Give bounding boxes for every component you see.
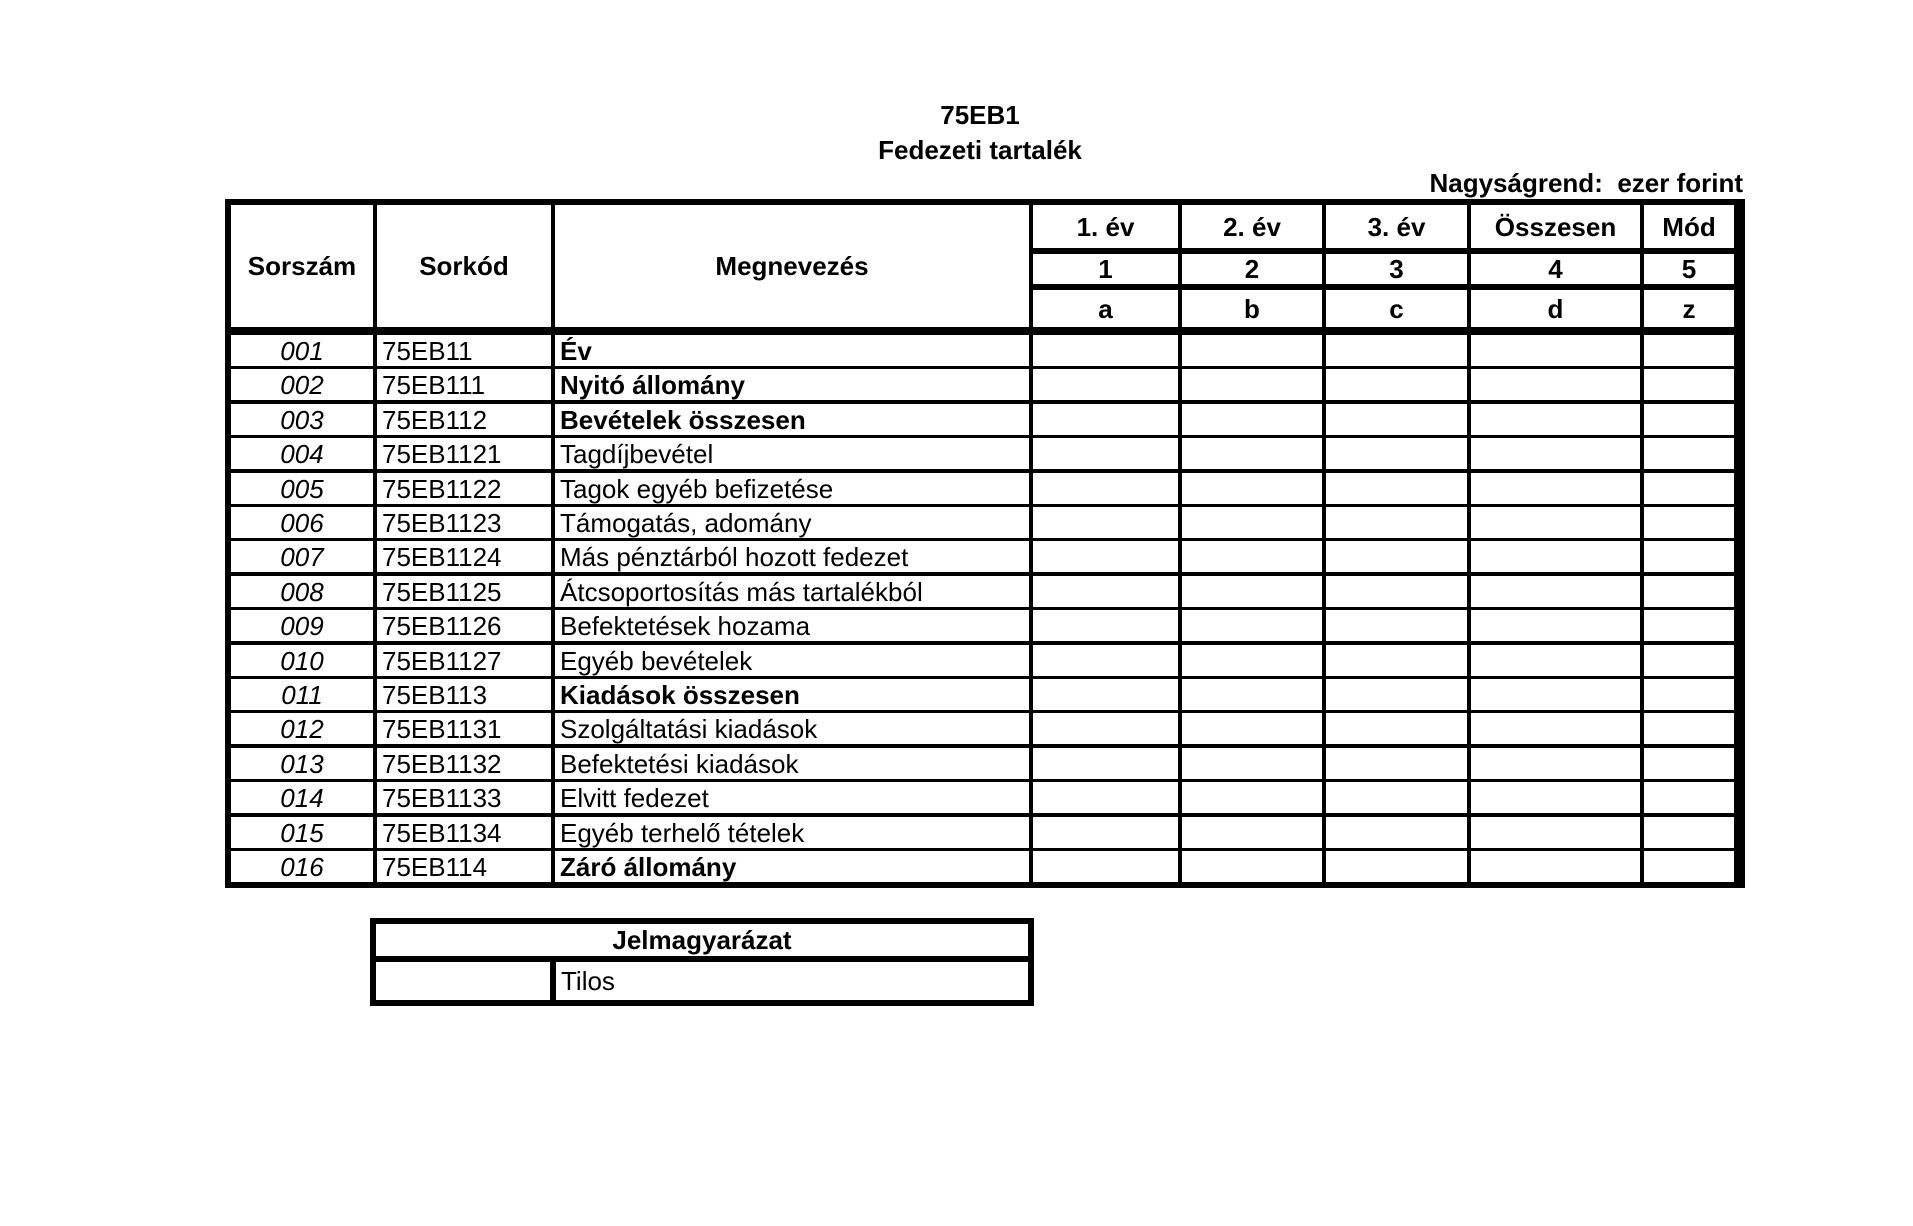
row-megnevezes: Bevételek összesen bbox=[555, 404, 1029, 435]
row-sorszam: 008 bbox=[231, 576, 373, 607]
row-value-cell[interactable] bbox=[1644, 404, 1734, 435]
row-sorszam: 011 bbox=[231, 679, 373, 710]
header-col-label: 2. év bbox=[1182, 205, 1322, 248]
row-sorszam: 003 bbox=[231, 404, 373, 435]
row-value-cell[interactable] bbox=[1471, 645, 1640, 676]
row-value-cell[interactable] bbox=[1182, 404, 1322, 435]
header-col-number: 2 bbox=[1182, 254, 1322, 284]
row-value-cell[interactable] bbox=[1326, 817, 1467, 848]
row-value-cell[interactable] bbox=[1033, 748, 1178, 779]
row-sorkod: 75EB1127 bbox=[377, 645, 551, 676]
row-value-cell[interactable] bbox=[1326, 438, 1467, 469]
row-sorkod: 75EB1134 bbox=[377, 817, 551, 848]
header-sorkod: Sorkód bbox=[377, 205, 551, 327]
row-sorszam: 006 bbox=[231, 507, 373, 538]
legend-table bbox=[370, 918, 1034, 1006]
header-col-letter: a bbox=[1033, 290, 1178, 327]
row-value-cell[interactable] bbox=[1033, 438, 1178, 469]
row-value-cell[interactable] bbox=[1182, 610, 1322, 641]
header-megnevezes: Megnevezés bbox=[555, 205, 1029, 327]
row-value-cell[interactable] bbox=[1182, 576, 1322, 607]
row-value-cell[interactable] bbox=[1644, 748, 1734, 779]
header-col-letter: z bbox=[1644, 290, 1734, 327]
row-sorkod: 75EB1123 bbox=[377, 507, 551, 538]
row-value-cell[interactable] bbox=[1644, 473, 1734, 504]
row-sorkod: 75EB113 bbox=[377, 679, 551, 710]
legend-entry: Tilos bbox=[556, 962, 1028, 1000]
row-value-cell[interactable] bbox=[1182, 782, 1322, 813]
row-value-cell[interactable] bbox=[1326, 713, 1467, 744]
row-sorszam: 013 bbox=[231, 748, 373, 779]
row-value-cell[interactable] bbox=[1326, 576, 1467, 607]
row-value-cell[interactable] bbox=[1326, 335, 1467, 366]
row-value-cell[interactable] bbox=[1182, 473, 1322, 504]
header-col-number: 5 bbox=[1644, 254, 1734, 284]
row-sorszam: 001 bbox=[231, 335, 373, 366]
row-megnevezes: Befektetési kiadások bbox=[555, 748, 1029, 779]
row-value-cell[interactable] bbox=[1471, 369, 1640, 400]
row-value-cell[interactable] bbox=[1182, 507, 1322, 538]
row-sorkod: 75EB11 bbox=[377, 335, 551, 366]
legend-title: Jelmagyarázat bbox=[376, 924, 1028, 956]
row-value-cell[interactable] bbox=[1182, 713, 1322, 744]
row-value-cell[interactable] bbox=[1033, 610, 1178, 641]
row-value-cell[interactable] bbox=[1033, 782, 1178, 813]
row-megnevezes: Befektetések hozama bbox=[555, 610, 1029, 641]
row-sorszam: 010 bbox=[231, 645, 373, 676]
row-value-cell[interactable] bbox=[1033, 851, 1178, 882]
row-value-cell[interactable] bbox=[1033, 335, 1178, 366]
header-col-letter: d bbox=[1471, 290, 1640, 327]
row-value-cell[interactable] bbox=[1326, 369, 1467, 400]
row-value-cell[interactable] bbox=[1326, 748, 1467, 779]
row-sorkod: 75EB1124 bbox=[377, 541, 551, 572]
row-sorkod: 75EB112 bbox=[377, 404, 551, 435]
row-sorszam: 015 bbox=[231, 817, 373, 848]
row-megnevezes: Egyéb terhelő tételek bbox=[555, 817, 1029, 848]
row-megnevezes: Elvitt fedezet bbox=[555, 782, 1029, 813]
row-megnevezes: Záró állomány bbox=[555, 851, 1029, 882]
row-value-cell[interactable] bbox=[1033, 679, 1178, 710]
header-sorszam: Sorszám bbox=[231, 205, 373, 327]
row-sorkod: 75EB111 bbox=[377, 369, 551, 400]
row-value-cell[interactable] bbox=[1182, 851, 1322, 882]
row-sorszam: 014 bbox=[231, 782, 373, 813]
row-sorkod: 75EB1131 bbox=[377, 713, 551, 744]
row-megnevezes: Tagok egyéb befizetése bbox=[555, 473, 1029, 504]
unit-label-value: ezer forint bbox=[1617, 168, 1743, 198]
row-value-cell[interactable] bbox=[1033, 817, 1178, 848]
row-value-cell[interactable] bbox=[1471, 335, 1640, 366]
form-title: Fedezeti tartalék bbox=[878, 135, 1082, 165]
row-value-cell[interactable] bbox=[1182, 541, 1322, 572]
data-table bbox=[225, 199, 1745, 888]
row-value-cell[interactable] bbox=[1182, 679, 1322, 710]
row-value-cell[interactable] bbox=[1644, 438, 1734, 469]
row-value-cell[interactable] bbox=[1644, 713, 1734, 744]
row-sorkod: 75EB1125 bbox=[377, 576, 551, 607]
row-sorszam: 016 bbox=[231, 851, 373, 882]
row-value-cell[interactable] bbox=[1471, 851, 1640, 882]
row-value-cell[interactable] bbox=[1644, 507, 1734, 538]
row-sorkod: 75EB1121 bbox=[377, 438, 551, 469]
row-value-cell[interactable] bbox=[1326, 851, 1467, 882]
row-value-cell[interactable] bbox=[1644, 541, 1734, 572]
header-col-number: 4 bbox=[1471, 254, 1640, 284]
row-value-cell[interactable] bbox=[1644, 576, 1734, 607]
row-value-cell[interactable] bbox=[1644, 817, 1734, 848]
row-sorszam: 002 bbox=[231, 369, 373, 400]
row-value-cell[interactable] bbox=[1471, 782, 1640, 813]
row-value-cell[interactable] bbox=[1326, 645, 1467, 676]
row-megnevezes: Átcsoportosítás más tartalékból bbox=[555, 576, 1029, 607]
row-value-cell[interactable] bbox=[1471, 541, 1640, 572]
row-value-cell[interactable] bbox=[1471, 713, 1640, 744]
header-col-label: Mód bbox=[1644, 205, 1734, 248]
row-value-cell[interactable] bbox=[1182, 817, 1322, 848]
header-col-label: 3. év bbox=[1326, 205, 1467, 248]
row-megnevezes: Év bbox=[555, 335, 1029, 366]
row-value-cell[interactable] bbox=[1644, 369, 1734, 400]
row-value-cell[interactable] bbox=[1326, 541, 1467, 572]
unit-label-key: Nagyságrend: bbox=[1429, 168, 1603, 198]
form-code: 75EB1 bbox=[940, 100, 1020, 130]
row-value-cell[interactable] bbox=[1182, 438, 1322, 469]
row-sorszam: 012 bbox=[231, 713, 373, 744]
row-value-cell[interactable] bbox=[1033, 541, 1178, 572]
row-value-cell[interactable] bbox=[1182, 748, 1322, 779]
row-sorkod: 75EB114 bbox=[377, 851, 551, 882]
row-megnevezes: Támogatás, adomány bbox=[555, 507, 1029, 538]
row-value-cell[interactable] bbox=[1471, 748, 1640, 779]
row-sorszam: 009 bbox=[231, 610, 373, 641]
row-value-cell[interactable] bbox=[1033, 576, 1178, 607]
row-value-cell[interactable] bbox=[1033, 369, 1178, 400]
row-megnevezes: Nyitó állomány bbox=[555, 369, 1029, 400]
row-sorszam: 004 bbox=[231, 438, 373, 469]
header-col-number: 3 bbox=[1326, 254, 1467, 284]
row-value-cell[interactable] bbox=[1326, 782, 1467, 813]
header-col-letter: b bbox=[1182, 290, 1322, 327]
row-value-cell[interactable] bbox=[1182, 335, 1322, 366]
row-value-cell[interactable] bbox=[1644, 610, 1734, 641]
header-col-label: Összesen bbox=[1471, 205, 1640, 248]
row-sorkod: 75EB1133 bbox=[377, 782, 551, 813]
row-megnevezes: Más pénztárból hozott fedezet bbox=[555, 541, 1029, 572]
row-value-cell[interactable] bbox=[1471, 404, 1640, 435]
row-value-cell[interactable] bbox=[1644, 645, 1734, 676]
row-sorszam: 007 bbox=[231, 541, 373, 572]
row-value-cell[interactable] bbox=[1471, 817, 1640, 848]
row-value-cell[interactable] bbox=[1326, 610, 1467, 641]
header-col-label: 1. év bbox=[1033, 205, 1178, 248]
row-value-cell[interactable] bbox=[1326, 507, 1467, 538]
row-value-cell[interactable] bbox=[1471, 679, 1640, 710]
row-value-cell[interactable] bbox=[1644, 679, 1734, 710]
row-value-cell[interactable] bbox=[1644, 782, 1734, 813]
row-value-cell[interactable] bbox=[1326, 404, 1467, 435]
unit-label bbox=[1429, 168, 1743, 199]
row-value-cell[interactable] bbox=[1471, 438, 1640, 469]
row-value-cell[interactable] bbox=[1471, 507, 1640, 538]
row-megnevezes: Tagdíjbevétel bbox=[555, 438, 1029, 469]
row-value-cell[interactable] bbox=[1326, 473, 1467, 504]
row-value-cell[interactable] bbox=[1033, 713, 1178, 744]
row-value-cell[interactable] bbox=[1471, 576, 1640, 607]
row-value-cell[interactable] bbox=[1471, 610, 1640, 641]
row-value-cell[interactable] bbox=[1033, 404, 1178, 435]
row-megnevezes: Szolgáltatási kiadások bbox=[555, 713, 1029, 744]
row-value-cell[interactable] bbox=[1033, 473, 1178, 504]
row-value-cell[interactable] bbox=[1182, 369, 1322, 400]
row-megnevezes: Kiadások összesen bbox=[555, 679, 1029, 710]
header-col-letter: c bbox=[1326, 290, 1467, 327]
row-value-cell[interactable] bbox=[1644, 851, 1734, 882]
row-value-cell[interactable] bbox=[1326, 679, 1467, 710]
legend-swatch bbox=[376, 962, 550, 1000]
row-megnevezes: Egyéb bevételek bbox=[555, 645, 1029, 676]
row-value-cell[interactable] bbox=[1471, 473, 1640, 504]
row-sorkod: 75EB1132 bbox=[377, 748, 551, 779]
row-value-cell[interactable] bbox=[1644, 335, 1734, 366]
row-value-cell[interactable] bbox=[1182, 645, 1322, 676]
header-col-number: 1 bbox=[1033, 254, 1178, 284]
row-sorszam: 005 bbox=[231, 473, 373, 504]
row-value-cell[interactable] bbox=[1033, 507, 1178, 538]
row-sorkod: 75EB1126 bbox=[377, 610, 551, 641]
row-sorkod: 75EB1122 bbox=[377, 473, 551, 504]
row-value-cell[interactable] bbox=[1033, 645, 1178, 676]
